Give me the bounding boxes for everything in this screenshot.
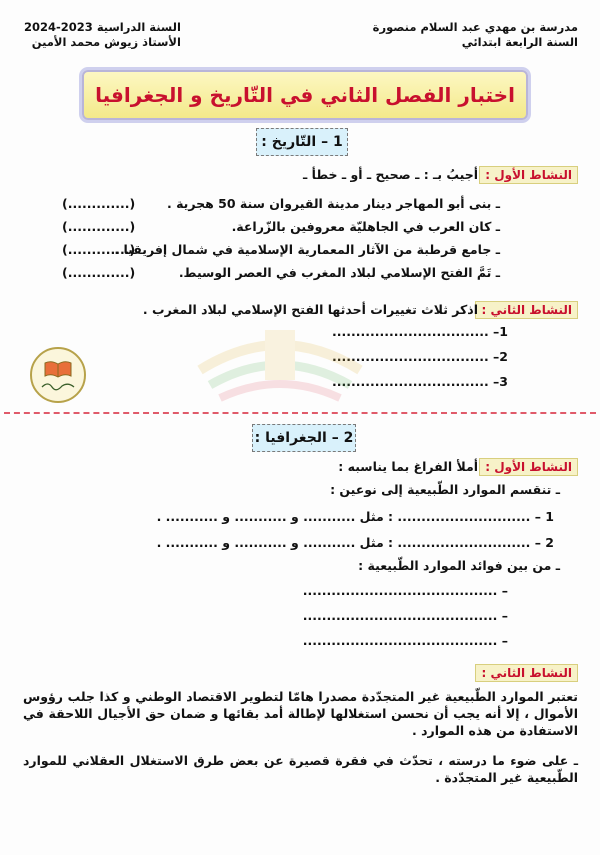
tf-blank-2[interactable]: (.............) <box>62 219 136 234</box>
tf-blank-4[interactable]: (.............) <box>62 265 136 280</box>
geo-activity1-instruction: أملأ الفراغ بما يناسبه : <box>338 459 478 474</box>
geography-heading-box <box>252 424 356 452</box>
grade-level: السنة الرابعة ابتدائي <box>461 35 578 49</box>
history-heading: 1 – التّاريخ : <box>261 134 343 150</box>
school-header <box>373 20 578 50</box>
open-book-icon <box>43 359 73 379</box>
history-activity1-label: النشاط الأول : <box>479 166 578 184</box>
school-name: مدرسة بن مهدي عبد السلام منصورة <box>372 20 578 34</box>
exam-title-banner <box>82 70 528 120</box>
benefit-line-2[interactable]: – ......................................... <box>302 608 508 623</box>
geo-activity2-label: النشاط الثاني : <box>475 664 578 682</box>
tf-statement-4: ـ تَمَّ الفتح الإسلامي لبلاد المغرب في العصر الوسيط. <box>178 265 500 280</box>
book-watermark-icon <box>190 300 370 410</box>
exam-title: اختبار الفصل الثاني في التّاريخ و الجغرافيا <box>95 83 515 107</box>
history-activity2-instruction: اذكر ثلاث تغييرات أحدثها الفتح الإسلامي لبلاد المغرب . <box>142 302 478 317</box>
school-year: السنة الدراسية 2023-2024 <box>24 20 181 34</box>
teacher-name: الأستاذ زيوش محمد الأمين <box>31 35 181 49</box>
benefit-line-1[interactable]: – ......................................... <box>302 583 508 598</box>
year-header <box>24 20 181 50</box>
writing-prompt: ـ على ضوء ما درسته ، تحدّث في فقرة قصيرة عن بعض طرق الاستغلال العقلاني للموارد الطّبيعية غير المتجدّدة . <box>23 753 578 785</box>
tf-statement-3: ـ جامع قرطبة من الآثار المعمارية الإسلامية في شمال إفريقيا . <box>114 242 500 257</box>
geo-question-1: ـ تنقسم الموارد الطّبيعية إلى نوعين : <box>330 482 560 497</box>
reading-paragraph: تعتبر الموارد الطّبيعية غير المتجدّدة مصدرا هامّا لتطوير الاقتصاد الوطني و كذا جلب رؤوس الأموال ، إلا أنه يجب أن نحسن استغلالها لإطالة أمد بقائها و ضمان حق الأجيال اللاحقة في الاستفادة من هذه الموارد . <box>23 689 578 738</box>
benefit-line-3[interactable]: – ......................................... <box>302 633 508 648</box>
answer-line-2[interactable]: 2– ................................. <box>331 349 508 364</box>
history-activity2-label: النشاط الثاني : <box>475 301 578 319</box>
tf-statement-2: ـ كان العرب في الجاهليّة معروفين بالزّراعة. <box>231 219 500 234</box>
history-activity1-instruction: أجيبُ بـ : ـ صحيح ـ أو ـ خطأ ـ <box>303 167 478 182</box>
answer-line-1[interactable]: 1– ................................. <box>331 324 508 339</box>
fill-row-1[interactable]: 1 – ............................ : مثل ........... و ........... و ........... . <box>156 509 554 524</box>
geo-question-2: ـ من بين فوائد الموارد الطّبيعية : <box>358 558 560 573</box>
fill-row-2[interactable]: 2 – ............................ : مثل ........... و ........... و ........... . <box>156 535 554 550</box>
section-divider <box>4 412 596 414</box>
tf-blank-3[interactable]: (.............) <box>62 242 136 257</box>
tf-statement-1: ـ بنى أبو المهاجر دينار مدينة القيروان سنة 50 هجرية . <box>166 196 500 211</box>
answer-line-3[interactable]: 3– ................................. <box>331 374 508 389</box>
stamp-logo <box>30 347 86 403</box>
stamp-signature-icon <box>40 379 76 391</box>
geography-heading: 2 – الجغرافيا : <box>254 430 354 446</box>
geo-activity1-label: النشاط الأول : <box>479 458 578 476</box>
history-heading-box <box>256 128 348 156</box>
tf-blank-1[interactable]: (.............) <box>62 196 136 211</box>
